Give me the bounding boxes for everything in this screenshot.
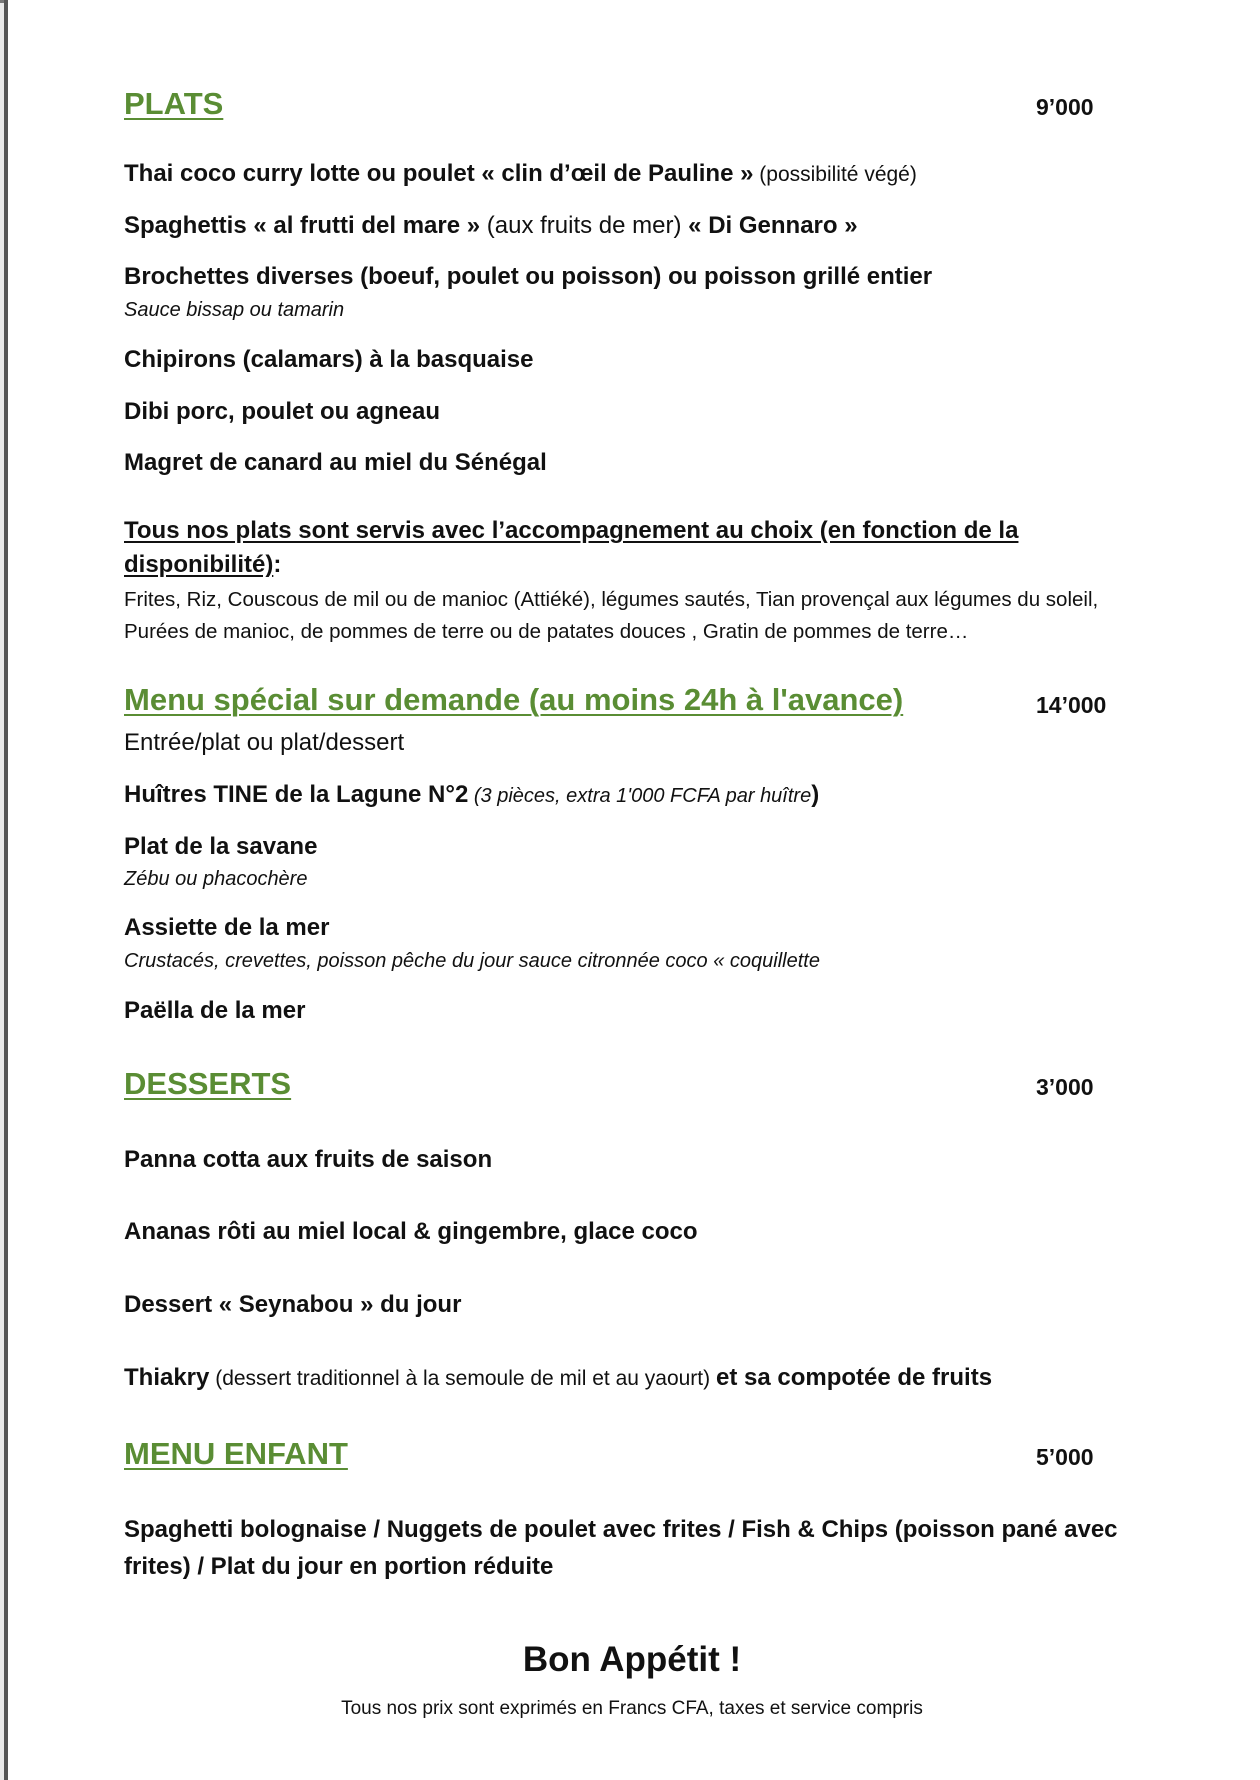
menu-item: Paëlla de la mer	[124, 997, 306, 1024]
footer-note: Tous nos prix sont exprimés en Francs CFA, taxes et service compris	[341, 1698, 923, 1719]
menu-item: Dessert « Seynabou » du jour	[124, 1291, 462, 1318]
item-extra: (aux fruits de mer)	[480, 212, 689, 239]
menu-item: Plat de la savane	[124, 833, 318, 860]
price-desserts: 3’000	[1036, 1074, 1094, 1100]
menu-item: Brochettes diverses (boeuf, poulet ou poisson) ou poisson grillé entier	[124, 263, 933, 290]
section-title-special: Menu spécial sur demande (au moins 24h à l'avance)	[124, 682, 904, 717]
item-name: et sa compotée de fruits	[715, 1364, 993, 1391]
item-note: Zébu ou phacochère	[124, 868, 308, 890]
item-name: « Di Gennaro »	[688, 212, 858, 239]
menu-item: Dibi porc, poulet ou agneau	[124, 398, 441, 425]
section-title-enfant: MENU ENFANT	[124, 1436, 348, 1471]
accompaniment-list: Frites, Riz, Couscous de mil ou de manioc (Attiéké), légumes sautés, Tian provençal aux légumes du soleil, Purées de manioc, de pommes de terre ou de patates douces , Gratin de pommes de terre…	[124, 588, 1099, 643]
section-title-desserts: DESSERTS	[124, 1066, 292, 1101]
item-extra-close: )	[811, 781, 820, 808]
menu-item: Panna cotta aux fruits de saison	[124, 1146, 493, 1173]
menu-item	[124, 781, 819, 809]
menu-item	[124, 1364, 992, 1392]
menu-item	[124, 212, 858, 240]
menu-item: Ananas rôti au miel local & gingembre, glace coco	[124, 1218, 698, 1245]
section-title-plats: PLATS	[124, 86, 224, 121]
item-extra: (dessert traditionnel à la semoule de mil et au yaourt)	[209, 1367, 716, 1390]
page-left-edge	[4, 0, 8, 1780]
price-plats: 9’000	[1036, 94, 1094, 120]
item-extra: (possibilité végé)	[753, 163, 917, 186]
item-extra: (3 pièces, extra 1'000 FCFA par huître	[468, 785, 812, 807]
accompaniment-title	[124, 514, 1084, 582]
item-name: Thiakry	[124, 1364, 210, 1391]
menu-page	[4, 0, 1260, 1780]
accompaniment-colon: :	[273, 551, 282, 578]
accompaniment-title-text: Tous nos plats sont servis avec l’accompagnement au choix (en fonction de la disponibilité)	[124, 517, 1019, 578]
menu-item: Magret de canard au miel du Sénégal	[124, 449, 547, 476]
item-name: Spaghettis « al frutti del mare »	[124, 212, 481, 239]
price-special: 14’000	[1036, 692, 1107, 718]
item-note: Crustacés, crevettes, poisson pêche du jour sauce citronnée coco « coquillette	[124, 950, 820, 972]
item-name: Thai coco curry lotte ou poulet « clin d’œil de Pauline »	[124, 160, 754, 187]
item-name: Huîtres TINE de la Lagune N°2	[124, 781, 469, 808]
menu-item: Assiette de la mer	[124, 914, 330, 941]
enfant-items: Spaghetti bolognaise / Nuggets de poulet avec frites / Fish & Chips (poisson pané avec frites) / Plat du jour en portion réduite	[124, 1516, 1118, 1580]
closing-title: Bon Appétit !	[522, 1640, 742, 1679]
price-enfant: 5’000	[1036, 1444, 1094, 1470]
special-subtitle: Entrée/plat ou plat/dessert	[124, 729, 405, 756]
item-note: Sauce bissap ou tamarin	[124, 299, 345, 321]
menu-item	[124, 160, 917, 188]
menu-item: Chipirons (calamars) à la basquaise	[124, 346, 534, 373]
